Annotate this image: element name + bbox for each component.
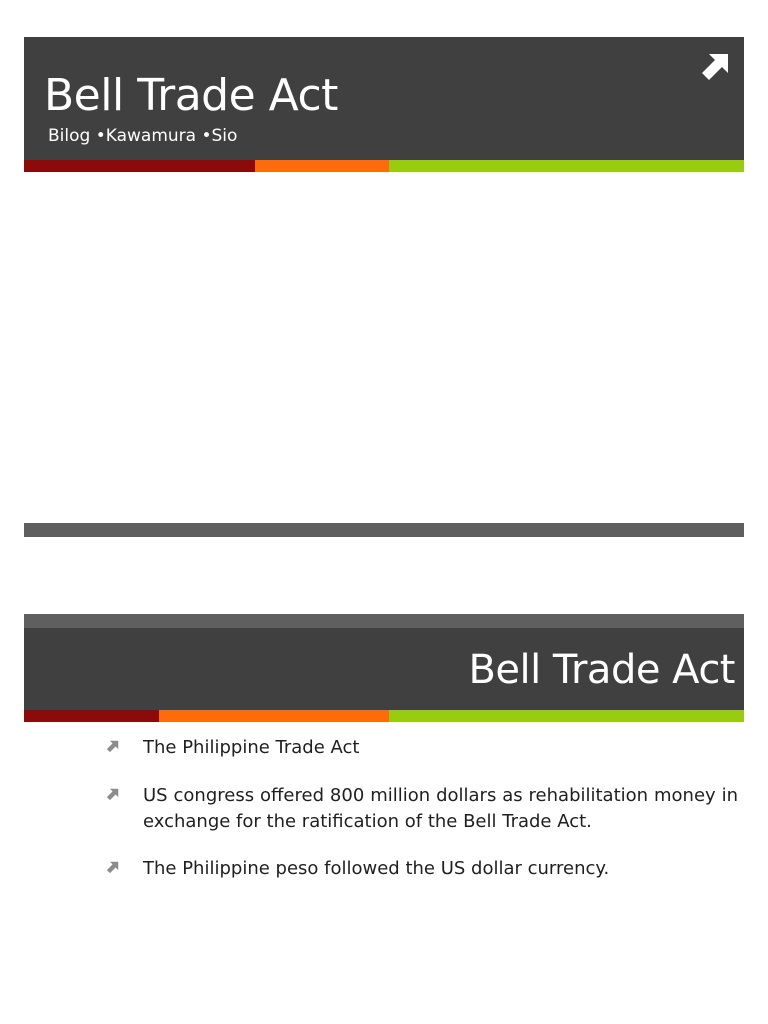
bullet-item xyxy=(106,735,738,761)
slide1-title: Bell Trade Act xyxy=(44,70,338,121)
accent-stripe-green xyxy=(389,710,744,722)
accent-stripe-red xyxy=(24,160,255,172)
slide2-title: Bell Trade Act xyxy=(468,647,735,693)
accent-stripe-orange xyxy=(255,160,389,172)
accent-stripe-orange xyxy=(159,710,389,722)
slide2-top-band xyxy=(24,614,744,628)
accent-stripe-green xyxy=(389,160,744,172)
bullet-text: US congress offered 800 million dollars as rehabilitation money in exchange for the ratification of the Bell Trade Act. xyxy=(143,785,738,832)
accent-stripe-red xyxy=(24,710,159,722)
arrow-up-right-icon xyxy=(106,787,120,801)
arrow-up-right-icon xyxy=(700,50,732,82)
slide1-subtitle: Bilog •Kawamura •Sio xyxy=(48,126,238,146)
bullet-text: The Philippine Trade Act xyxy=(143,737,360,758)
bullet-item xyxy=(106,783,738,835)
bullet-text: The Philippine peso followed the US dollar currency. xyxy=(143,858,610,879)
arrow-up-right-icon xyxy=(106,739,120,753)
slide1-footer-band xyxy=(24,523,744,537)
bullet-item xyxy=(106,856,738,882)
arrow-up-right-icon xyxy=(106,860,120,874)
